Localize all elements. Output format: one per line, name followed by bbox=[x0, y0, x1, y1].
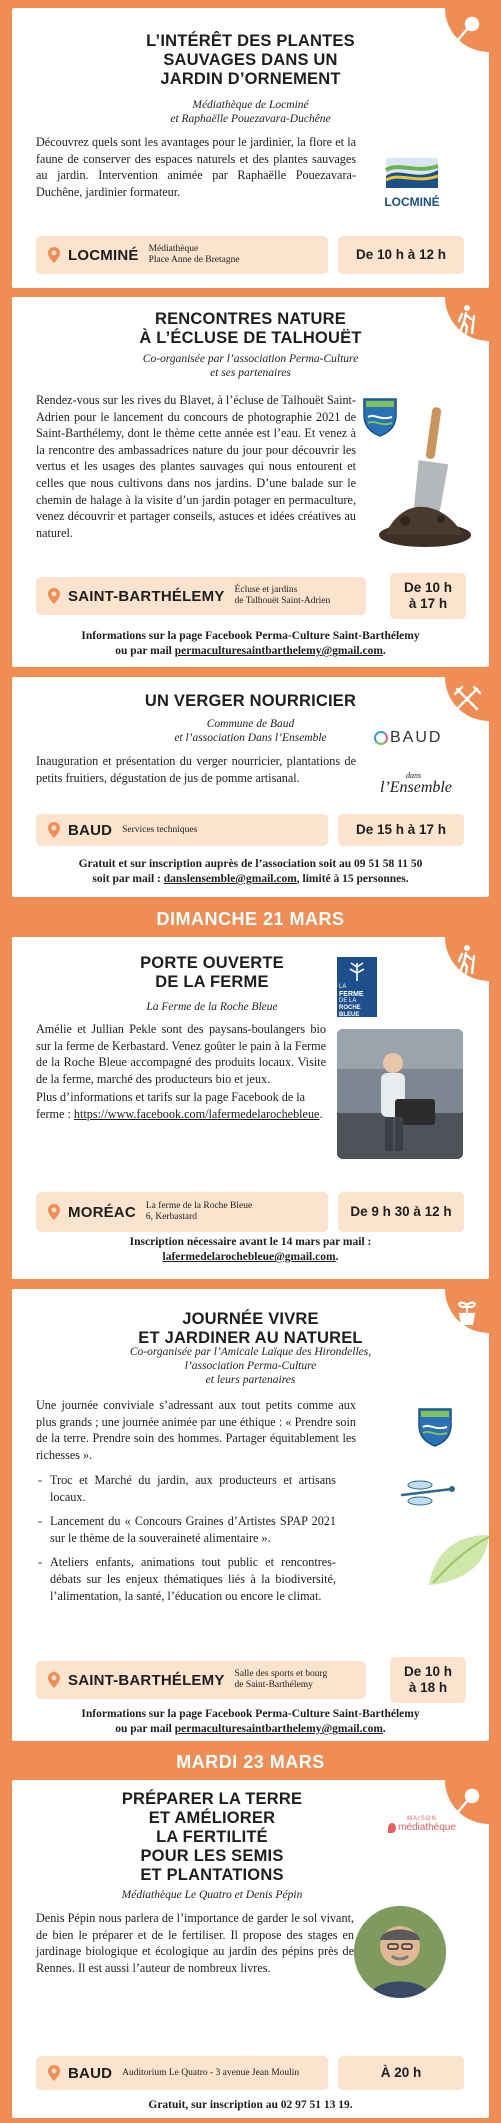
event-subtitle: Médiathèque de Locminé et Raphaëlle Pouezavara-Duchêne bbox=[170, 99, 331, 125]
dans-lensemble-logo bbox=[370, 771, 450, 801]
location-pill bbox=[36, 577, 366, 615]
baud-logo bbox=[374, 729, 444, 747]
speaker-photo bbox=[354, 1906, 446, 1998]
location-city: BAUD bbox=[68, 2064, 113, 2082]
event-subtitle: Co-organisée par l’association Perma-Culture et ses partenaires bbox=[142, 353, 359, 379]
activity-item: - Troc et Marché du jardin, aux producteurs et artisans locaux. bbox=[36, 1472, 336, 1505]
facebook-link[interactable]: https://www.facebook.com/lafermedelarochebleue bbox=[73, 1106, 320, 1121]
event-note bbox=[12, 1707, 489, 1737]
description-suffix: . bbox=[319, 1106, 323, 1121]
location-city: MORÉAC bbox=[68, 1203, 136, 1221]
speaker-photo-image bbox=[354, 1906, 446, 1998]
day-header-dimanche: DIMANCHE 21 MARS bbox=[156, 909, 345, 929]
activity-list bbox=[36, 1472, 336, 1612]
location-city: LOCMINÉ bbox=[68, 246, 139, 264]
baud-logo-text: BAUD bbox=[390, 729, 443, 746]
event-description: Rendez-vous sur les rives du Blavet, à l’écluse de Talhouët Saint-Adrien pour le lancement du concours de photographie 2021 de Saint-Barthélemy, dont le thème cette année est l’eau. Et venez à la rencontre des ambassadrices nature du jour pour découvrir les vertus et les usages des plantes sauvages qui nous entourent et celles que nous cultivons dans nos jardins. D’une balade sur le chemin de halage à la visite d’un jardin potager en permaculture, venez découvrir et partager conseils, astuces et idées créatives au naturel. bbox=[36, 393, 356, 540]
note-line-1: Gratuit et sur inscription auprès de l’association soit au 09 51 58 11 50 bbox=[78, 858, 423, 870]
event-subtitle: Médiathèque Le Quatro et Denis Pépin bbox=[121, 1889, 303, 1901]
locmine-logo-text: LOCMINÉ bbox=[384, 195, 440, 209]
event-description: Découvrez quels sont les avantages pour le jardinier, la flore et la faune de conserver des espaces naturels et des plantes sauvages au jardin. Intervention animée par Raphaëlle Pouezavara-Duchêne, jardinier formateur. bbox=[36, 135, 356, 199]
map-pin-icon bbox=[48, 588, 60, 604]
event-title: JOURNÉE VIVRE ET JARDINER AU NATUREL bbox=[138, 1310, 363, 1347]
dragonfly-leaf-icon bbox=[392, 1475, 489, 1585]
trowel-soil-icon bbox=[377, 407, 472, 547]
event-title: PORTE OUVERTE DE LA FERME bbox=[140, 954, 284, 991]
location-address: Salle des sports et bourg de Saint-Barthélemy bbox=[234, 1669, 328, 1690]
event-note bbox=[12, 857, 489, 887]
location-address: Auditorium Le Quatro - 3 avenue Jean Moulin bbox=[122, 2067, 300, 2078]
time-pill: De 9 h 30 à 12 h bbox=[338, 1192, 464, 1232]
location-pill bbox=[36, 1661, 366, 1699]
mediatheque-logo-text bbox=[377, 1822, 467, 1833]
location-pill bbox=[36, 236, 328, 274]
time-pill: De 10 h à 12 h bbox=[338, 236, 464, 274]
event-title: L’INTÉRÊT DES PLANTES SAUVAGES DANS UN JARDIN D’ORNEMENT bbox=[146, 32, 355, 88]
note-line-1: Informations sur la page Facebook Perma-Culture Saint-Barthélemy bbox=[81, 1708, 420, 1720]
location-city: SAINT-BARTHÉLEMY bbox=[68, 587, 225, 605]
event-note bbox=[12, 629, 489, 659]
note-line-2 bbox=[12, 1250, 489, 1265]
time-pill: De 10 h à 17 h bbox=[390, 573, 466, 619]
note-email-link[interactable]: lafermedelarochebleue@gmail.com bbox=[162, 1251, 336, 1263]
event-subtitle: La Ferme de la Roche Bleue bbox=[146, 1001, 278, 1013]
event-card-vivre-jardiner bbox=[12, 1289, 489, 1741]
day-header-mardi: MARDI 23 MARS bbox=[176, 1752, 325, 1772]
logo-line-4: ROCHE BLEUE bbox=[339, 1005, 361, 1018]
locmine-logo-mark bbox=[372, 156, 452, 190]
note-email-link[interactable]: permaculturesaintbarthelemy@gmail.com bbox=[174, 1723, 383, 1735]
event-card-verger-nourricier bbox=[12, 677, 489, 897]
dans-lensemble-text: l’Ensemble bbox=[380, 779, 452, 796]
logo-line-2: FERME bbox=[339, 991, 364, 998]
note-suffix: , limité à 15 personnes. bbox=[296, 873, 409, 885]
map-pin-icon bbox=[48, 1204, 60, 1220]
location-address: Médiathèque Place Anne de Bretagne bbox=[148, 244, 240, 265]
baud-logo-mark bbox=[374, 731, 388, 745]
logo-line-1: LA bbox=[339, 984, 347, 990]
activity-item: - Ateliers enfants, animations tout public et rencontres-débats sur les enjeux thématiques liés à la biodiversité, l’alimentation, la santé, l’éducation ou encore le climat. bbox=[36, 1554, 336, 1604]
location-pill bbox=[36, 2056, 328, 2090]
wheat-icon bbox=[339, 959, 375, 981]
time-pill: De 15 h à 17 h bbox=[338, 814, 464, 846]
event-note: Gratuit, sur inscription au 02 97 51 13 19. bbox=[148, 2099, 353, 2111]
event-title: PRÉPARER LA TERRE ET AMÉLIORER LA FERTILITÉ POUR LES SEMIS ET PLANTATIONS bbox=[121, 1790, 303, 1884]
logo-line-3: DE LA bbox=[339, 998, 357, 1004]
location-address: Services techniques bbox=[122, 824, 198, 835]
location-address: La ferme de la Roche Bleue 6, Kerbastard bbox=[145, 1201, 253, 1222]
note-suffix: . bbox=[382, 645, 386, 657]
map-pin-icon bbox=[48, 1672, 60, 1688]
mediatheque-logo-small: MAISON bbox=[407, 1816, 437, 1822]
locmine-logo bbox=[372, 156, 452, 209]
note-prefix: soit par mail : bbox=[92, 873, 164, 885]
note-line-2 bbox=[12, 644, 489, 659]
event-card-ecluse-talhouet bbox=[12, 297, 489, 667]
event-subtitle: Commune de Baud et l’association Dans l’Ensemble bbox=[174, 718, 327, 744]
note-suffix: . bbox=[382, 1723, 386, 1735]
note-email-link[interactable]: permaculturesaintbarthelemy@gmail.com bbox=[174, 645, 383, 657]
note-line-1: Informations sur la page Facebook Perma-Culture Saint-Barthélemy bbox=[81, 630, 420, 642]
event-card-ferme-roche-bleue bbox=[12, 937, 489, 1279]
note-line-2 bbox=[12, 1722, 489, 1737]
activity-item: - Lancement du « Concours Graines d’Artistes SPAP 2021 sur le thème de la souveraineté alimentaire ». bbox=[36, 1513, 336, 1546]
note-prefix: ou par mail bbox=[115, 645, 175, 657]
note-line-2 bbox=[12, 872, 489, 887]
map-pin-icon bbox=[48, 822, 60, 838]
microphone-icon bbox=[452, 1787, 482, 1817]
dans-lensemble-small: dans bbox=[406, 771, 422, 780]
event-description: Inauguration et présentation du verger nourricier, plantations de petits fruitiers, dégustation de jus de pomme artisanal. bbox=[36, 754, 356, 785]
location-pill bbox=[36, 1192, 328, 1232]
note-prefix: ou par mail bbox=[115, 1723, 175, 1735]
farmer-photo-image bbox=[337, 1029, 463, 1159]
time-pill: À 20 h bbox=[338, 2056, 464, 2090]
note-suffix: . bbox=[335, 1251, 339, 1263]
saint-barthelemy-crest-icon bbox=[417, 1405, 453, 1447]
farmer-photo bbox=[337, 1029, 463, 1159]
map-pin-icon bbox=[48, 247, 60, 263]
event-description: Denis Pépin nous parlera de l’importance de garder le sol vivant, de bien le préparer et de le fertiliser. Il propose des stages en jardinage biologique et écologique au jardin des pépins près de Rennes. Il est aussi l’auteur de nombreux livres. bbox=[36, 1911, 354, 1975]
map-pin-icon bbox=[48, 2065, 60, 2081]
description-paragraph-links bbox=[36, 1089, 326, 1122]
location-address: Écluse et jardins de Talhouët Saint-Adrien bbox=[234, 585, 331, 606]
mediatheque-logo-label: médiathèque bbox=[398, 1822, 456, 1833]
note-email-link[interactable]: danslensemble@gmail.com bbox=[163, 873, 297, 885]
event-description: Une journée conviviale s’adressant aux tout petits comme aux plus grands ; une journée animée par une éthique : « Prendre soin de la terre. Prendre soin des hommes. Partager équitablement les richesses ». bbox=[36, 1398, 356, 1462]
event-card-plantes-sauvages bbox=[12, 8, 489, 288]
mediatheque-logo bbox=[377, 1816, 467, 1833]
event-description bbox=[36, 1021, 326, 1123]
note-line-1: Inscription nécessaire avant le 14 mars par mail : bbox=[129, 1236, 372, 1248]
location-city: BAUD bbox=[68, 821, 113, 839]
category-badge bbox=[445, 937, 489, 981]
event-card-preparer-terre bbox=[12, 1780, 489, 2118]
hiker-icon bbox=[452, 944, 482, 974]
description-prefix: Plus d’informations et tarifs sur la page Facebook de la ferme : bbox=[36, 1090, 306, 1121]
location-pill bbox=[36, 814, 328, 846]
event-title: RENCONTRES NATURE À L’ÉCLUSE DE TALHOUËT bbox=[139, 310, 362, 347]
location-city: SAINT-BARTHÉLEMY bbox=[68, 1671, 225, 1689]
mediatheque-drop-icon bbox=[388, 1823, 396, 1833]
event-subtitle: Co-organisée par l’Amicale Laïque des Hirondelles, l’association Perma-Culture et leurs partenaires bbox=[129, 1346, 372, 1386]
event-note bbox=[12, 1235, 489, 1265]
description-paragraph: Amélie et Jullian Pekle sont des paysans-boulangers bio sur la ferme de Kerbastard. Venez goûter le pain à la Ferme de la Roche Bleue accompagné des produits locaux. Visite de la ferme, marché des producteurs bio et jeux. bbox=[36, 1022, 326, 1086]
time-pill: De 10 h à 18 h bbox=[390, 1657, 466, 1703]
event-title: UN VERGER NOURRICIER bbox=[144, 692, 357, 710]
ferme-roche-bleue-logo bbox=[337, 957, 377, 1017]
